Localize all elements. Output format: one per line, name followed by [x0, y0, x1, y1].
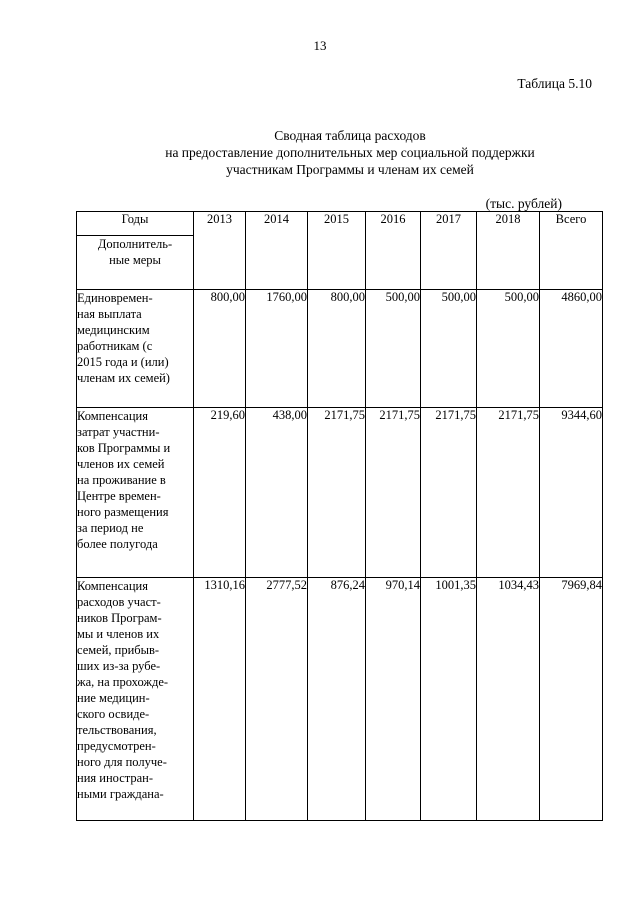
row-label-line: Единовремен-	[77, 291, 153, 305]
value-cell: 1760,00	[246, 290, 308, 408]
row-label-line: предусмотрен-	[77, 739, 156, 753]
row-label	[77, 408, 194, 578]
row-label-line: расходов участ-	[77, 595, 161, 609]
value-cell: 2171,75	[477, 408, 540, 578]
column-header: 2015	[308, 212, 366, 290]
value-cell: 1310,16	[194, 578, 246, 821]
row-label-line: жа, на прохожде-	[77, 675, 169, 689]
table-row	[77, 578, 603, 821]
row-label-line: ными граждана-	[77, 787, 164, 801]
measures-header-line: ные меры	[109, 253, 161, 267]
table-label: Таблица 5.10	[517, 76, 592, 91]
value-cell: 1001,35	[421, 578, 477, 821]
row-label-line: Центре времен-	[77, 489, 161, 503]
row-label-line: тельствования,	[77, 723, 157, 737]
value-cell: 2171,75	[366, 408, 421, 578]
row-label-line: ния иностран-	[77, 771, 154, 785]
row-label-line: ков Программы и	[77, 441, 171, 455]
value-cell: 500,00	[366, 290, 421, 408]
row-label	[77, 578, 194, 821]
title-line: участникам Программы и членам их семей	[226, 162, 474, 177]
title-line: на предоставление дополнительных мер социальной поддержки	[165, 145, 535, 160]
row-label-line: ников Програм-	[77, 611, 162, 625]
value-cell: 219,60	[194, 408, 246, 578]
row-label-line: ние медицин-	[77, 691, 150, 705]
value-cell: 800,00	[194, 290, 246, 408]
header-row	[77, 212, 603, 236]
row-label-line: членам их семей)	[77, 371, 170, 385]
row-label-line: членов их семей	[77, 457, 165, 471]
total-cell: 4860,00	[540, 290, 603, 408]
column-header-total: Всего	[540, 212, 603, 290]
measures-header-line: Дополнитель-	[97, 237, 173, 251]
row-label-line: ших из-за рубе-	[77, 659, 161, 673]
value-cell: 800,00	[308, 290, 366, 408]
row-label-line: Компенсация	[77, 579, 148, 593]
value-cell: 500,00	[477, 290, 540, 408]
column-header: 2016	[366, 212, 421, 290]
value-cell: 970,14	[366, 578, 421, 821]
row-label-line: на проживание в	[77, 473, 166, 487]
row-label-line: затрат участни-	[77, 425, 160, 439]
column-header: 2017	[421, 212, 477, 290]
value-cell: 438,00	[246, 408, 308, 578]
row-label-line: ная выплата	[77, 307, 142, 321]
row-label-line: работникам (с	[77, 339, 153, 353]
table-row	[77, 408, 603, 578]
row-label	[77, 290, 194, 408]
years-header: Годы	[77, 212, 194, 236]
table-row	[77, 290, 603, 408]
expenses-table	[76, 211, 603, 821]
row-label-line: мы и членов их	[77, 627, 160, 641]
column-header: 2013	[194, 212, 246, 290]
total-cell: 7969,84	[540, 578, 603, 821]
row-label-line: 2015 года и (или)	[77, 355, 169, 369]
table-title	[0, 127, 640, 178]
row-label-line: за период не	[77, 521, 144, 535]
total-cell: 9344,60	[540, 408, 603, 578]
value-cell: 2171,75	[308, 408, 366, 578]
page-number: 13	[313, 38, 327, 53]
value-cell: 2171,75	[421, 408, 477, 578]
value-cell: 1034,43	[477, 578, 540, 821]
table-body	[77, 290, 603, 821]
value-cell: 500,00	[421, 290, 477, 408]
row-label-line: семей, прибыв-	[77, 643, 160, 657]
row-label-line: ного размещения	[77, 505, 169, 519]
row-label-line: ного для получе-	[77, 755, 167, 769]
title-line: Сводная таблица расходов	[274, 128, 426, 143]
measures-header	[77, 236, 194, 290]
row-label-line: медицинским	[77, 323, 150, 337]
column-header: 2014	[246, 212, 308, 290]
column-header: 2018	[477, 212, 540, 290]
row-label-line: ского освиде-	[77, 707, 150, 721]
row-label-line: более полугода	[77, 537, 158, 551]
value-cell: 876,24	[308, 578, 366, 821]
value-cell: 2777,52	[246, 578, 308, 821]
units-label: (тыс. рублей)	[485, 196, 562, 211]
row-label-line: Компенсация	[77, 409, 148, 423]
